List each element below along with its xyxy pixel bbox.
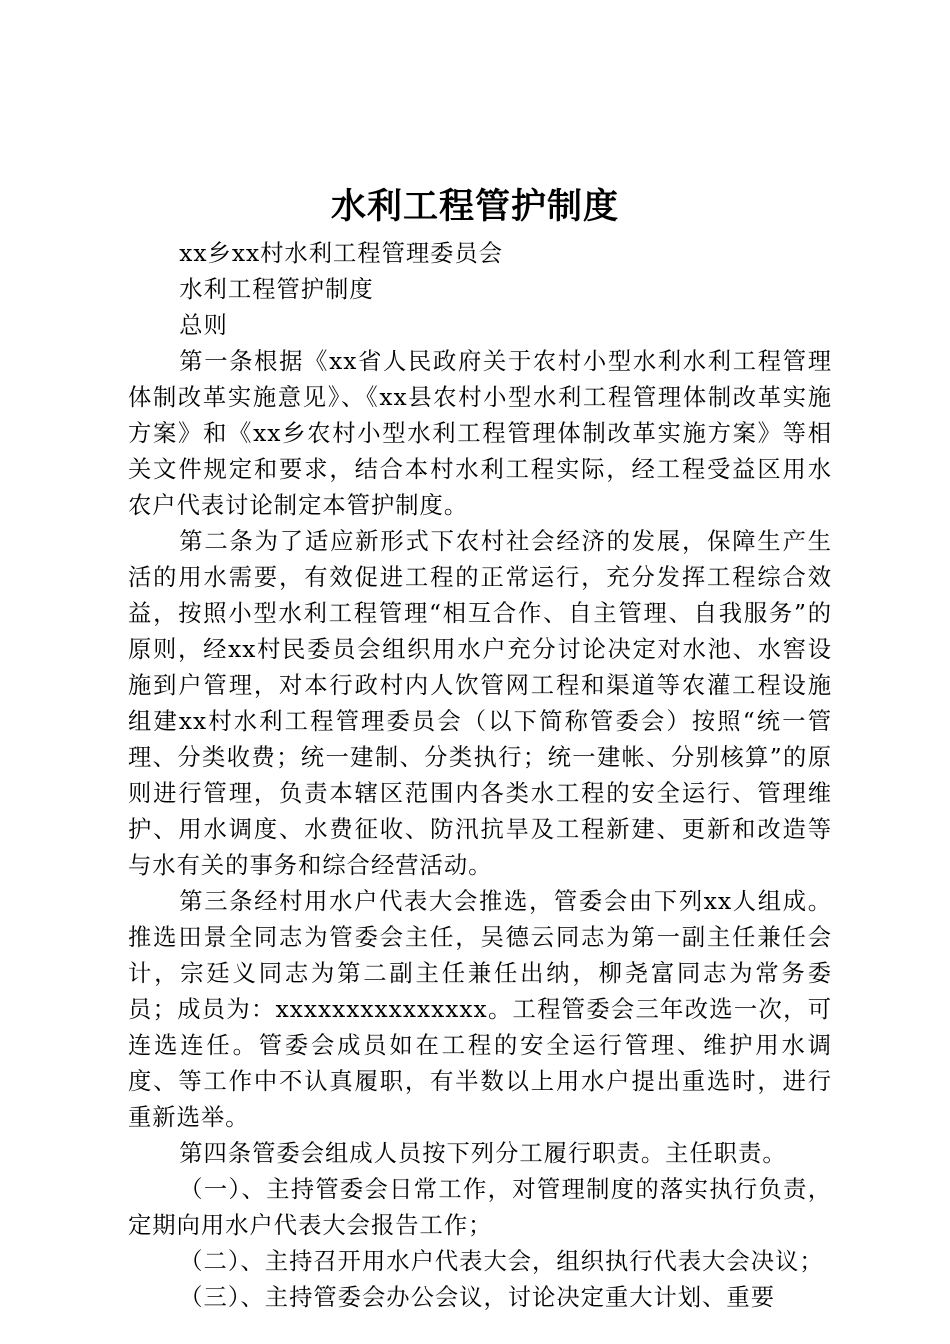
duty-item-1: （一）、主持管委会日常工作，对管理制度的落实执行负责，定期向用水户代表大会报告工作； xyxy=(128,1176,832,1239)
committee-name-line: xx乡xx村水利工程管理委员会 xyxy=(179,240,504,267)
article-1-paragraph: 第一条根据《xx省人民政府关于农村小型水利水利工程管理体制改革实施意见》、《xx县农村小型水利工程管理体制改革实施方案》和《xx乡农村小型水利工程管理体制改革实施方案》等相关文件规定和要求，结合本村水利工程实际，经工程受益区用水农户代表讨论制定本管护制度。 xyxy=(128,348,832,519)
duty-item-3: （三）、主持管委会办公会议，讨论决定重大计划、重要 xyxy=(179,1284,776,1311)
article-2-paragraph: 第二条为了适应新形式下农村社会经济的发展，保障生产生活的用水需要，有效促进工程的正常运行，充分发挥工程综合效益，按照小型水利工程管理“相互合作、自主管理、自我服务”的原则，经xx村民委员会组织用水户充分讨论决定对水池、水窖设施到户管理，对本行政村内人饮管网工程和渠道等农灌工程设施组建xx村水利工程管理委员会（以下简称管委会）按照“统一管理、分类收费；统一建制、分类执行；统一建帐、分别核算”的原则进行管理，负责本辖区范围内各类水工程的安全运行、管理维护、用水调度、水费征收、防汛抗旱及工程新建、更新和改造等与水有关的事务和综合经营活动。 xyxy=(128,528,832,879)
article-3-paragraph: 第三条经村用水户代表大会推选，管委会由下列xx人组成。推选田景全同志为管委会主任，吴德云同志为第一副主任兼任会计，宗廷义同志为第二副主任兼任出纳，柳尧富同志为常务委员；成员为：xxxxxxxxxxxxxxx。工程管委会三年改选一次，可连选连任。管委会成员如在工程的安全运行管理、维护用水调度、等工作中不认真履职，有半数以上用水户提出重选时，进行重新选举。 xyxy=(128,888,832,1131)
document-body xyxy=(128,236,832,1316)
section-heading-general: 总则 xyxy=(179,312,228,339)
document-title: 水利工程管护制度 xyxy=(330,187,619,227)
article-4-paragraph: 第四条管委会组成人员按下列分工履行职责。主任职责。 xyxy=(179,1140,787,1167)
duty-item-2: （二）、主持召开用水户代表大会，组织执行代表大会决议； xyxy=(179,1248,824,1275)
subtitle-line: 水利工程管护制度 xyxy=(179,276,374,303)
